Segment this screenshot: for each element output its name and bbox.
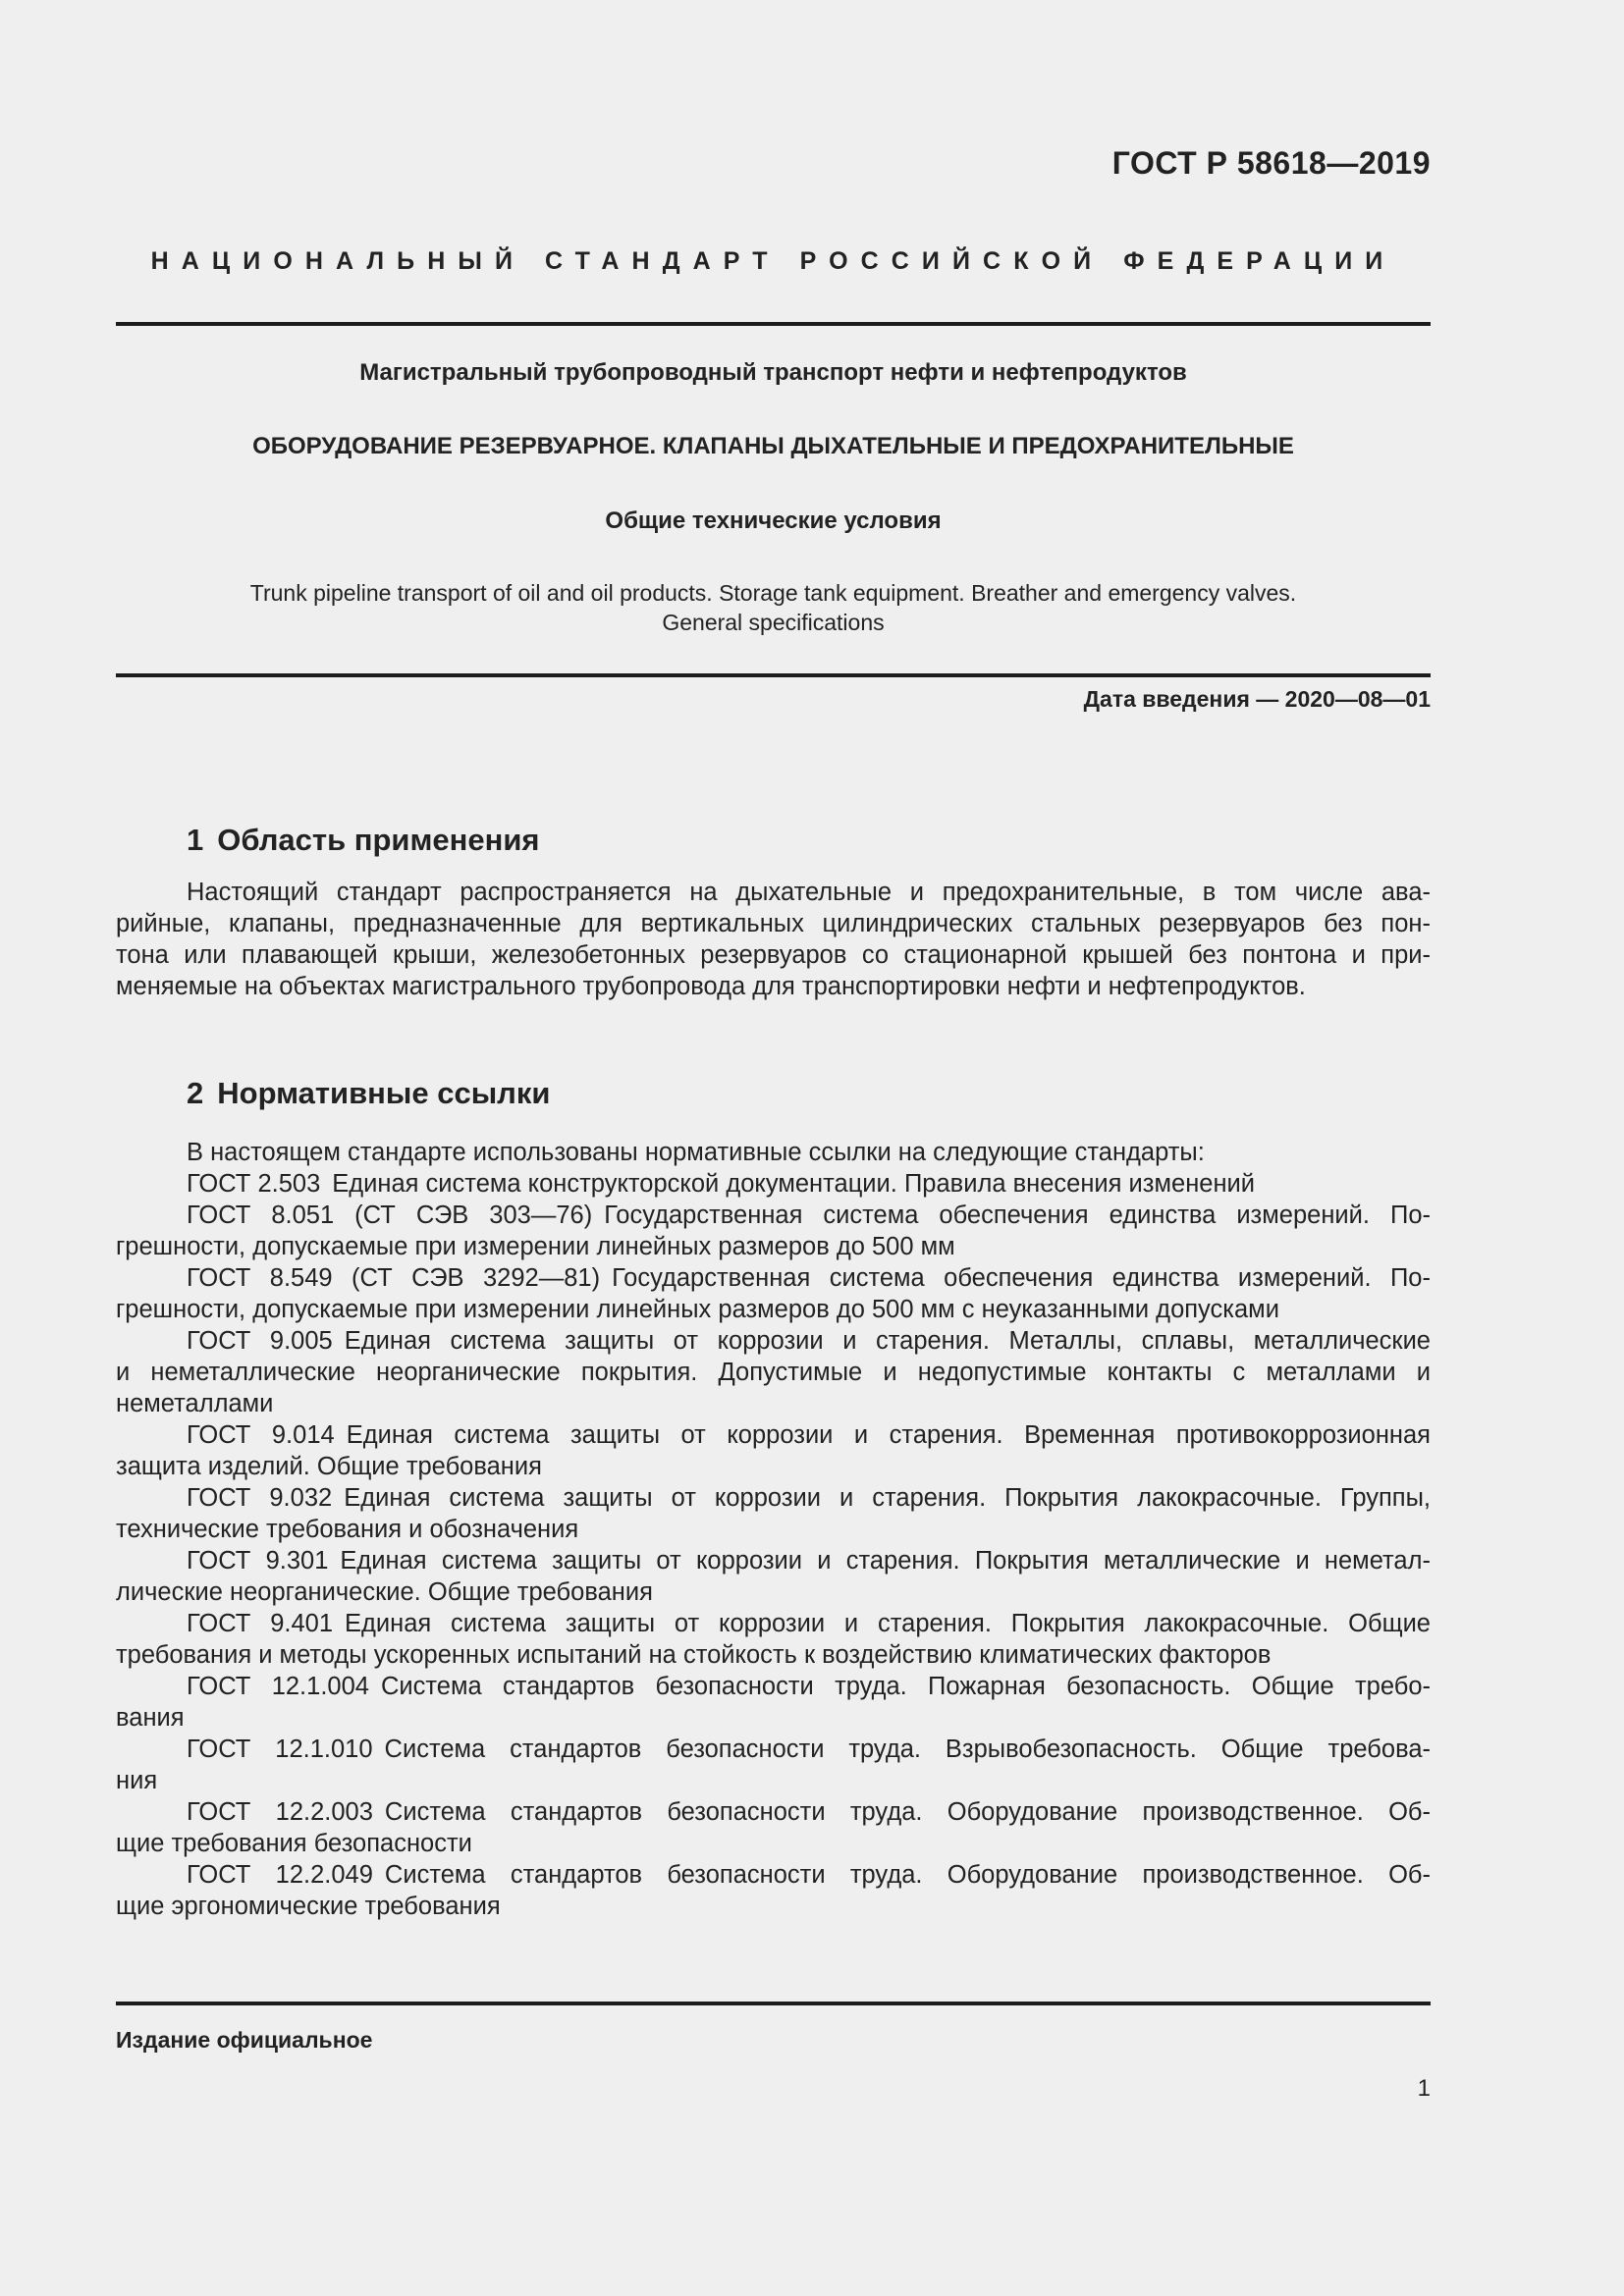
reference-code: ГОСТ 9.014 [187, 1421, 335, 1449]
reference-text: Система стандартов безопасности труда. Оборудование производственное. Об- [384, 1861, 1432, 1889]
section-2-heading [187, 1076, 550, 1111]
english-title-line-1: Trunk pipeline transport of oil and oil products. Storage tank equipment. Breather and emergency valves. [249, 580, 1297, 606]
reference-code: ГОСТ 9.301 [187, 1547, 329, 1575]
text-line [116, 1545, 1431, 1576]
section-number: 2 [187, 1076, 204, 1110]
reference-item [116, 1608, 1431, 1671]
reference-text: защита изделий. Общие требования [116, 1453, 542, 1480]
text-line: В настоящем стандарте использованы нормативные ссылки на следующие стандарты: [187, 1139, 1205, 1166]
text-line [116, 1734, 1431, 1765]
reference-item [116, 1796, 1431, 1859]
section-title: Область применения [217, 823, 540, 857]
reference-item [116, 1419, 1431, 1482]
text-line [116, 1891, 1431, 1922]
reference-item [116, 1671, 1431, 1734]
text-line [116, 1262, 1431, 1294]
reference-code: ГОСТ 9.032 [187, 1484, 333, 1512]
reference-text: Единая система защиты от коррозии и старения. Покрытия лакокрасочные. Группы, [344, 1484, 1431, 1512]
reference-code: ГОСТ 2.503 [187, 1170, 321, 1198]
reference-code: ГОСТ 12.2.003 [187, 1798, 373, 1826]
reference-item [116, 1168, 1431, 1200]
page-number: 1 [1417, 2075, 1431, 2102]
section-number: 1 [187, 823, 204, 857]
series-title: Магистральный трубопроводный транспорт нефти и нефтепродуктов [359, 359, 1187, 386]
sub-title: Общие технические условия [605, 507, 942, 534]
divider-bottom [116, 2002, 1431, 2005]
english-title [116, 578, 1431, 637]
reference-item [116, 1482, 1431, 1545]
reference-text: Единая система защиты от коррозии и старения. Покрытия лакокрасочные. Общие [345, 1610, 1431, 1637]
official-edition-label: Издание официальное [116, 2027, 373, 2053]
text-line [116, 1325, 1431, 1357]
text-line [116, 1168, 1431, 1200]
reference-text: Система стандартов безопасности труда. Оборудование производственное. Об- [384, 1798, 1432, 1826]
main-title: ОБОРУДОВАНИЕ РЕЗЕРВУАРНОЕ. КЛАПАНЫ ДЫХАТЕЛЬНЫЕ И ПРЕДОХРАНИТЕЛЬНЫЕ [252, 433, 1294, 459]
text-line [116, 1576, 1431, 1608]
text-line [116, 1200, 1431, 1231]
reference-item [116, 1734, 1431, 1796]
text-line [116, 1482, 1431, 1514]
national-standard-title: НАЦИОНАЛЬНЫЙ СТАНДАРТ РОССИЙСКОЙ ФЕДЕРАЦИИ [150, 247, 1396, 275]
reference-text: Единая система конструкторской документации. Правила внесения изменений [332, 1170, 1256, 1198]
reference-code: ГОСТ 8.549 (СТ СЭВ 3292—81) [187, 1264, 601, 1292]
reference-item [116, 1200, 1431, 1262]
reference-code: ГОСТ 12.2.049 [187, 1861, 373, 1889]
reference-item [116, 1859, 1431, 1922]
reference-text: и неметаллические неорганические покрытия. Допустимые и недопустимые контакты с металлами и [116, 1359, 1431, 1386]
reference-text: щие эргономические требования [116, 1893, 501, 1920]
text-line [116, 1796, 1431, 1828]
reference-text: Государственная система обеспечения единства измерений. По- [604, 1201, 1431, 1229]
section-1-body [116, 877, 1431, 1002]
text-line [116, 1702, 1431, 1734]
reference-text: Государственная система обеспечения единства измерений. По- [612, 1264, 1431, 1292]
reference-text: Система стандартов безопасности труда. Взрывобезопасность. Общие требова- [384, 1735, 1431, 1763]
text-line: Настоящий стандарт распространяется на дыхательные и предохранительные, в том числе ава- [187, 879, 1431, 906]
text-line [116, 1451, 1431, 1482]
reference-text: требования и методы ускоренных испытаний на стойкость к воздействию климатических факторов [116, 1641, 1272, 1669]
reference-item [116, 1262, 1431, 1325]
section-1-heading [187, 823, 540, 858]
reference-text: грешности, допускаемые при измерении линейных размеров до 500 мм с неуказанными допусками [116, 1296, 1279, 1323]
introduction-date: Дата введения — 2020—08—01 [1083, 686, 1431, 712]
text-line [116, 1294, 1431, 1325]
reference-text: Система стандартов безопасности труда. Пожарная безопасность. Общие требо- [380, 1673, 1432, 1700]
text-line [116, 1514, 1431, 1545]
text-line [116, 1671, 1431, 1702]
document-number: ГОСТ Р 58618—2019 [1111, 145, 1431, 181]
reference-code: ГОСТ 8.051 (СТ СЭВ 303—76) [187, 1201, 593, 1229]
reference-text: технические требования и обозначения [116, 1516, 579, 1543]
reference-text: неметаллами [116, 1390, 274, 1417]
english-title-line-2: General specifications [662, 610, 885, 635]
reference-text: ния [116, 1767, 158, 1794]
reference-code: ГОСТ 9.401 [187, 1610, 334, 1637]
text-line: меняемые на объектах магистрального трубопровода для транспортировки нефти и нефтепродуктов. [116, 973, 1306, 1000]
reference-text: Единая система защиты от коррозии и старения. Временная противокоррозионная [346, 1421, 1431, 1449]
text-line [116, 1388, 1431, 1419]
divider-top [116, 322, 1431, 326]
text-line [116, 1639, 1431, 1671]
reference-item [116, 1545, 1431, 1608]
reference-text: щие требования безопасности [116, 1830, 472, 1857]
reference-text: Единая система защиты от коррозии и старения. Металлы, сплавы, металлические [344, 1327, 1431, 1355]
document-page [116, 0, 1431, 2296]
text-line: рийные, клапаны, предназначенные для вертикальных цилиндрических стальных резервуаров без пон- [116, 910, 1431, 937]
text-line: тона или плавающей крыши, железобетонных резервуаров со стационарной крышей без понтона и при- [116, 941, 1431, 969]
reference-text: Единая система защиты от коррозии и старения. Покрытия металлические и неметал- [340, 1547, 1431, 1575]
text-line [116, 1231, 1431, 1262]
text-line [116, 1419, 1431, 1451]
reference-code: ГОСТ 9.005 [187, 1327, 333, 1355]
text-line [116, 1608, 1431, 1639]
reference-code: ГОСТ 12.1.010 [187, 1735, 373, 1763]
text-line [116, 1765, 1431, 1796]
reference-text: вания [116, 1704, 185, 1732]
reference-item [116, 1325, 1431, 1419]
text-line [116, 1828, 1431, 1859]
divider-middle [116, 673, 1431, 677]
section-title: Нормативные ссылки [217, 1076, 551, 1110]
reference-text: лические неорганические. Общие требования [116, 1578, 653, 1606]
reference-code: ГОСТ 12.1.004 [187, 1673, 369, 1700]
reference-text: грешности, допускаемые при измерении линейных размеров до 500 мм [116, 1233, 955, 1260]
section-2-body [116, 1137, 1431, 1922]
text-line [116, 1357, 1431, 1388]
text-line [116, 1859, 1431, 1891]
